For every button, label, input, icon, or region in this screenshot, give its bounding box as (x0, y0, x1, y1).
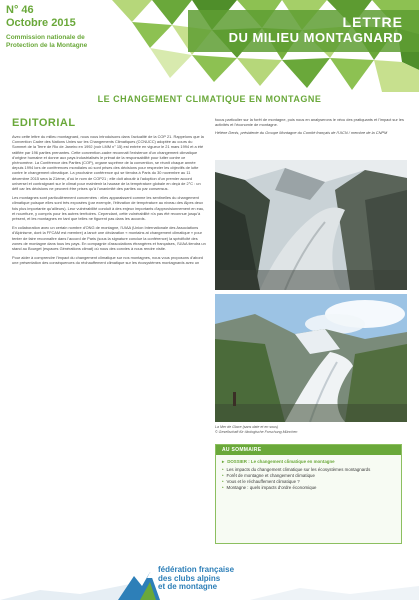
summary-list (216, 455, 401, 491)
page-title: LE CHANGEMENT CLIMATIQUE EN MONTAGNE (97, 94, 322, 104)
issue-number: N° 46 (6, 4, 34, 16)
bullet-icon: • (222, 485, 224, 490)
bullet-icon: • (222, 467, 224, 472)
newsletter-title-line1: LETTRE (342, 14, 403, 30)
summary-item-label: Montagne : quels impacts d'ordre économique (226, 485, 317, 490)
logo-line: des clubs alpins (158, 573, 221, 583)
newsletter-title-line2: DU MILIEU MONTAGNARD (228, 30, 403, 45)
signature: Hélène Denis, présidente du Groupe Montagne du Comité français de l'UICN / membre de la CNPM (215, 130, 388, 136)
bullet-icon: • (222, 473, 224, 478)
bullet-icon: ▸ (222, 459, 225, 464)
summary-item-label: Vous et le réchauffement climatique ? (226, 479, 300, 484)
photo-caption (215, 425, 407, 435)
bullet-icon: • (222, 479, 224, 484)
caption-line: La Mer de Glace (sans date et en sous) (215, 425, 279, 429)
ffcam-logo-text (158, 566, 234, 592)
logo-line: fédération française (158, 565, 235, 574)
caption-credit: © Gesellschaft für ökologische Forschung München (215, 429, 298, 434)
summary-item[interactable] (222, 485, 395, 491)
issue-info (6, 4, 76, 30)
summary-dossier-label: DOSSIER : Le changement climatique en montagne (227, 459, 335, 464)
editorial-continued (215, 117, 407, 139)
issue-date: Octobre 2015 (6, 17, 76, 29)
editorial-paragraph: Pour aider à comprendre l'impact du changement climatique sur nos montagnes, nous vous proposons d'abord une présentation des conséquences du réchauffement climatique sur les écosystèmes montagnards avec un (12, 255, 203, 266)
glacier-photo (215, 160, 407, 290)
editorial-body (12, 134, 207, 559)
summary-item-label: Les impacts du changement climatique sur les écosystèmes montagnards (226, 467, 371, 472)
summary-heading: AU SOMMAIRE (216, 445, 401, 455)
glacier-photo-historic (215, 294, 407, 422)
logo-line: et de montagne (158, 582, 218, 591)
editorial-paragraph: En collaboration avec un certain nombre d'ONG de montagne, l'UIAA (Union Internationale des Associations d'Alpinisme, dont la FFCAM est membre) a lancé une déclaration « montains at changement climatique » pour tenter de faire reconnaître dans l'accord de Paris (sous la signature conclue la conférence) la spécificité des zones de montagne dans tous les pays. En compagnie d'associations étrangères et françaises, l'UIAA tiendra un stand au Bourget (espaces Générations climat) où nous des convies à nous rendre visite. (12, 225, 206, 252)
summary-item-label: Forêt de montagne et changement climatique (226, 473, 315, 478)
editorial-heading: EDITORIAL (12, 117, 76, 129)
editorial-paragraph: Les montagnes sont particulièrement concernées : elles apparaissent comme les sentinelles du changement climatique puisque elles sont très exposées (par exemple, l'élévation de température au niveau des Alpes deux fois plus importante qu'ailleurs). Leur vulnérabilité conduit à des enjeux importants d'approvisionnement en eau, et nourriture, y compris pour les autres territoires. Cependant, cette vulnérabilité n'a pas été reconnue jusqu'à présent, et les montagnes en tant que telles ne figurent pas dans les accords. (12, 195, 205, 222)
editorial-paragraph: Avec cette lettre du milieu montagnard, nous vous introduisons dans l'actualité de la COP 21. Rappelons que la Convention Cadre des Nations Unies sur les Changements Climatiques (CCNUCC) adoptée au cours du Sommet de la Terre de Rio de Janeiro en 1992 (voir LMM n° 15) est entrée en vigueur le 21 mars 1994 et a été ratifiée par 196 parties prenantes. Cette convention-cadre reconnait l'existence d'un changement climatique d'origine humaine et donne aux pays industrialisés le primat de la responsabilité pour lutter contre ce phénomène. La Conférence des Parties (COP), organe suprême de la convention, se réunit chaque année depuis 1994 lors de conférences mondiales où sont prises des décisions pour respecter les objectifs de lutte contre le changement climatique. La prochaine conférence qui se tiendra à Paris du 30 novembre au 11 décembre 2015 sera la 21ème, d'où le nom de COP21 ; elle doit aboutir à l'adoption d'un premier accord universel et contraignant sur le climat pour maintenir la hausse de la température globale en deçà de 2°C : un défi car les décisions ne peuvent être prises qu'à l'unanimité des parties ou par consensus. (12, 134, 204, 192)
summary-dossier[interactable] (222, 459, 395, 465)
commission-label: Commission nationale de Protection de la Montagne (6, 34, 88, 49)
editorial-paragraph: focus particulier sur la forêt de montagne, puis nous en analyserons le vécu des pratiquants et l'impact sur les activités et l'économie de montagne. (215, 117, 404, 128)
summary-box (215, 444, 402, 544)
newsletter-title (188, 14, 403, 46)
